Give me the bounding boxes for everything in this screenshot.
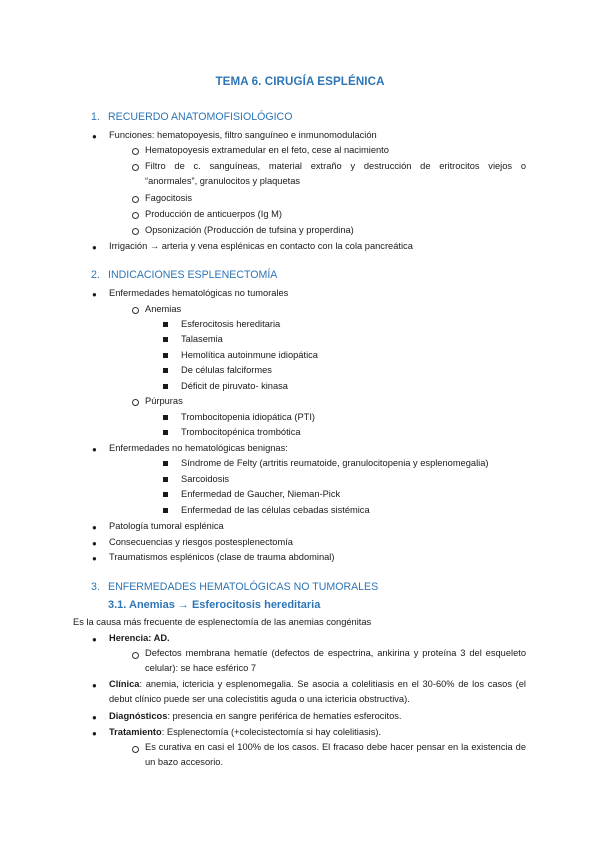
section-3-title: ENFERMEDADES HEMATOLÓGICAS NO TUMORALES — [108, 581, 379, 593]
list-item: Opsonización (Producción de tufsina y properdina) — [145, 225, 354, 235]
list-item: Producción de anticuerpos (Ig M) — [145, 209, 282, 219]
list-item: Patología tumoral esplénica — [109, 521, 224, 531]
section-2-heading — [91, 268, 277, 283]
list-item: Traumatismos esplénicos (clase de trauma abdominal) — [109, 552, 335, 562]
square-bullet-icon — [163, 461, 168, 466]
list-item: Talasemia — [181, 334, 223, 344]
bullet-icon: ● — [92, 713, 97, 722]
circle-bullet-icon — [132, 212, 139, 219]
list-item: Fagocitosis — [145, 193, 193, 203]
list-item: Consecuencias y riesgos postesplenectomía — [109, 537, 293, 547]
bullet-icon: ● — [92, 132, 97, 141]
list-item: De células falciformes — [181, 365, 272, 375]
clinica-label: Clínica — [109, 679, 140, 689]
clinica-item — [109, 677, 526, 707]
circle-bullet-icon — [132, 228, 139, 235]
circle-bullet-icon — [132, 399, 139, 406]
list-item: Trombocitopénica trombótica — [181, 427, 301, 437]
square-bullet-icon — [163, 322, 168, 327]
diag-label: Diagnósticos — [109, 711, 168, 721]
trat-text: : Esplenectomía (+colecistectomía si hay colelitiasis). — [161, 727, 382, 737]
bullet-icon: ● — [92, 243, 97, 252]
circle-bullet-icon — [132, 746, 139, 753]
list-item: Déficit de piruvato- kinasa — [181, 381, 288, 391]
circle-bullet-icon — [132, 307, 139, 314]
list-item-continuation: “anormales”, granulocitos y plaquetas — [145, 176, 301, 186]
bullet-icon: ● — [92, 729, 97, 738]
list-item: Enfermedad de Gaucher, Nieman-Pick — [181, 489, 341, 499]
list-item: Irrigación → arteria y vena esplénicas en contacto con la cola pancreática — [109, 241, 413, 251]
bullet-icon: ● — [92, 554, 97, 563]
circle-bullet-icon — [132, 164, 139, 171]
list-item: Funciones: hematopoyesis, filtro sanguíneo e inmunomodulación — [109, 130, 377, 140]
circle-bullet-icon — [132, 196, 139, 203]
list-item: Enfermedades no hematológicas benignas: — [109, 443, 288, 453]
bullet-icon: ● — [92, 290, 97, 299]
list-item: Síndrome de Felty (artritis reumatoide, granulocitopenia y esplenomegalia) — [181, 458, 489, 468]
list-item: Enfermedades hematológicas no tumorales — [109, 288, 289, 298]
list-item: Sarcoidosis — [181, 474, 230, 484]
bullet-icon: ● — [92, 539, 97, 548]
section-2-number: 2. — [91, 269, 100, 281]
section-1-title: RECUERDO ANATOMOFISIOLÓGICO — [108, 111, 293, 123]
section-2-title: INDICACIONES ESPLENECTOMÍA — [108, 269, 278, 281]
bullet-icon: ● — [92, 635, 97, 644]
square-bullet-icon — [163, 353, 168, 358]
square-bullet-icon — [163, 430, 168, 435]
list-item: Filtro de c. sanguíneas, material extraño y destrucción de eritrocitos viejos o — [145, 161, 526, 171]
tratamiento-detail: Es curativa en casi el 100% de los casos. El fracaso debe hacer pensar en la existencia de un bazo accesorio. — [145, 742, 526, 768]
square-bullet-icon — [163, 492, 168, 497]
section-3-heading — [91, 580, 378, 595]
square-bullet-icon — [163, 508, 168, 513]
square-bullet-icon — [163, 477, 168, 482]
page-title: TEMA 6. CIRUGÍA ESPLÉNICA — [215, 75, 385, 88]
diag-text: : presencia en sangre periférica de hematíes esferocitos. — [167, 711, 402, 721]
list-item: Púrpuras — [145, 396, 183, 406]
list-item: Hematopoyesis extramedular en el feto, cese al nacimiento — [145, 145, 389, 155]
list-item: Trombocitopenia idiopática (PTI) — [181, 412, 316, 422]
square-bullet-icon — [163, 415, 168, 420]
trat-label: Tratamiento — [109, 727, 162, 737]
section-3-number: 3. — [91, 581, 100, 593]
section-1-heading — [91, 110, 292, 125]
circle-bullet-icon — [132, 652, 139, 659]
list-item: Anemias — [145, 304, 182, 314]
herencia-detail: Defectos membrana hematíe (defectos de espectrina, ankirina y proteína 3 del esqueleto celular): se hace esférico 7 — [145, 648, 526, 674]
herencia-label: Herencia: AD. — [109, 633, 170, 643]
subsection-heading: 3.1. Anemias → Esferocitosis hereditaria — [108, 599, 321, 611]
list-item: Esferocitosis hereditaria — [181, 319, 281, 329]
bullet-icon: ● — [92, 681, 97, 690]
list-item: Enfermedad de las células cebadas sistémica — [181, 505, 370, 515]
square-bullet-icon — [163, 368, 168, 373]
section-1-number: 1. — [91, 111, 100, 123]
clinica-text: : anemia, ictericia y esplenomegalia. Se asocia a colelitiasis en el 30-60% de los casos (el debut clínico puede ser una colecistitis aguda o una ictericia obstructiva). — [109, 679, 526, 705]
intro-paragraph: Es la causa más frecuente de esplenectomía de las anemias congénitas — [73, 617, 372, 627]
tratamiento-item — [109, 725, 381, 740]
list-item: Hemolítica autoinmune idiopática — [181, 350, 318, 360]
bullet-icon: ● — [92, 523, 97, 532]
square-bullet-icon — [163, 337, 168, 342]
diagnostico-item — [109, 709, 401, 724]
square-bullet-icon — [163, 384, 168, 389]
circle-bullet-icon — [132, 148, 139, 155]
bullet-icon: ● — [92, 445, 97, 454]
